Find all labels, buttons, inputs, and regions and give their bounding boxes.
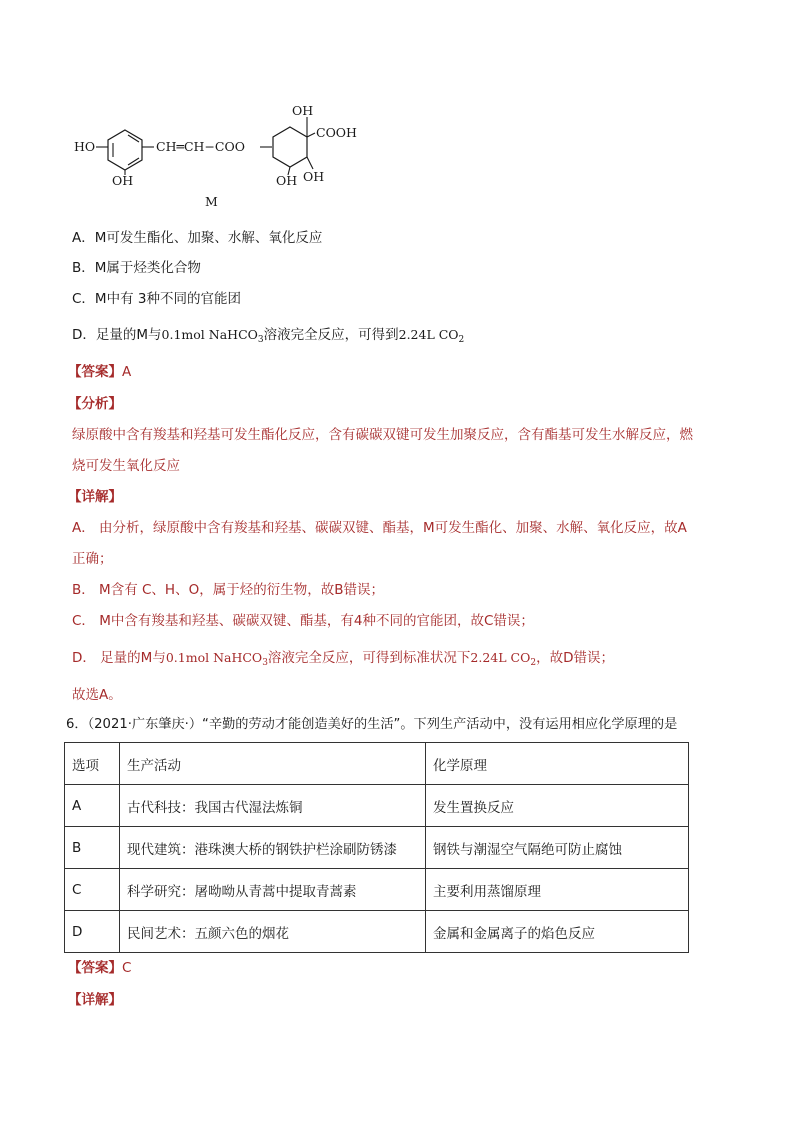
row-principle: 钢铁与潮湿空气隔绝可防止腐蚀: [426, 827, 689, 869]
table-row: [65, 869, 689, 911]
q5-answer-value: A: [122, 364, 132, 380]
q5-detail-c: C． M中含有羧基和羟基、碳碳双键、酯基，有4种不同的官能团，故C错误；: [72, 613, 534, 629]
q5-detail-d-mid: 溶液完全反应，可得到标准状况下: [267, 650, 471, 666]
row-option: A: [65, 785, 120, 827]
row-option: B: [65, 827, 120, 869]
row-option: C: [65, 869, 120, 911]
q5-analysis-line2: 烧可发生氧化反应: [72, 458, 180, 474]
option-d: [72, 325, 464, 345]
oh-top-label: OH: [292, 103, 314, 118]
q5-detail-d-pre: D． 足量的M与: [72, 650, 166, 666]
option-c: C．M中有 3种不同的官能团: [72, 291, 241, 307]
row-principle: 主要利用蒸馏原理: [426, 869, 689, 911]
q5-analysis-line1: 绿原酸中含有羧基和羟基可发生酯化反应，含有碳碳双键可发生加聚反应，含有酯基可发生水解反应，燃: [72, 427, 693, 443]
q5-detail-d-gas-sub: 2: [530, 658, 537, 668]
table-row: [65, 827, 689, 869]
q6-answer: [68, 958, 131, 978]
q6-answer-tag: 【答案】: [68, 960, 122, 976]
option-d-amount: 0.1mol NaHCO: [161, 327, 258, 342]
q6-table: [64, 742, 689, 953]
option-d-mid: 溶液完全反应，可得到: [263, 327, 399, 343]
molecule-label: M: [205, 194, 218, 209]
q5-detail-a1: A． 由分析，绿原酸中含有羧基和羟基、碳碳双键、酯基，M可发生酯化、加聚、水解、氧化反应，故A: [72, 520, 687, 536]
q5-analysis-tag: 【分析】: [68, 396, 122, 412]
q6-answer-value: C: [122, 960, 132, 976]
table-header-row: [65, 743, 689, 785]
header-activity: 生产活动: [120, 743, 426, 785]
oh-ring-bottom-label: OH: [112, 173, 134, 188]
ho-left-label: HO: [74, 139, 96, 154]
row-activity: 现代建筑：港珠澳大桥的钢铁护栏涂刷防锈漆: [120, 827, 426, 869]
q5-detail-a2: 正确；: [72, 551, 113, 567]
cyclohexane-ring: [273, 127, 307, 167]
q5-detail-d-post: ，故D错误；: [536, 650, 614, 666]
q5-answer: [68, 362, 131, 382]
q5-detail-d-gas: 2.24L CO: [470, 650, 531, 665]
option-d-sub: 3: [257, 335, 264, 345]
oh-bottom-left-label: OH: [276, 173, 298, 188]
row-activity: 科学研究：屠呦呦从青蒿中提取青蒿素: [120, 869, 426, 911]
q5-detail-d-sub: 3: [262, 658, 268, 668]
row-option: D: [65, 911, 120, 953]
table-row: [65, 785, 689, 827]
option-a: A．M可发生酯化、加聚、水解、氧化反应: [72, 230, 323, 246]
q6-stem: 6．（2021·广东肇庆·）“辛勤的劳动才能创造美好的生活”。下列生产活动中，没有运用相应化学原理的是: [66, 717, 678, 732]
molecule-structure-diagram: [60, 95, 380, 220]
option-b: B．M属于烃类化合物: [72, 260, 201, 276]
cooh-label: COOH: [316, 125, 357, 140]
row-principle: 发生置换反应: [426, 785, 689, 827]
option-d-pre: D．足量的M与: [72, 327, 162, 343]
header-option: 选项: [65, 743, 120, 785]
q5-detail-d: [72, 648, 614, 668]
oh-bottom-right-label: OH: [303, 169, 325, 184]
row-activity: 民间艺术：五颜六色的烟花: [120, 911, 426, 953]
table-row: [65, 911, 689, 953]
q5-conclusion: 故选A。: [72, 687, 122, 703]
option-d-gas-sub: 2: [458, 335, 465, 345]
q5-detail-tag: 【详解】: [68, 489, 122, 505]
chain-label: CH═CH−COO: [156, 139, 245, 154]
header-principle: 化学原理: [426, 743, 689, 785]
row-principle: 金属和金属离子的焰色反应: [426, 911, 689, 953]
q5-detail-b: B． M含有 C、H、O，属于烃的衍生物，故B错误；: [72, 582, 384, 598]
q5-detail-d-amount: 0.1mol NaHCO: [165, 650, 263, 665]
row-activity: 古代科技：我国古代湿法炼铜: [120, 785, 426, 827]
q6-detail-tag: 【详解】: [68, 992, 122, 1008]
option-d-gas: 2.24L CO: [398, 327, 459, 342]
q5-answer-tag: 【答案】: [68, 364, 122, 380]
